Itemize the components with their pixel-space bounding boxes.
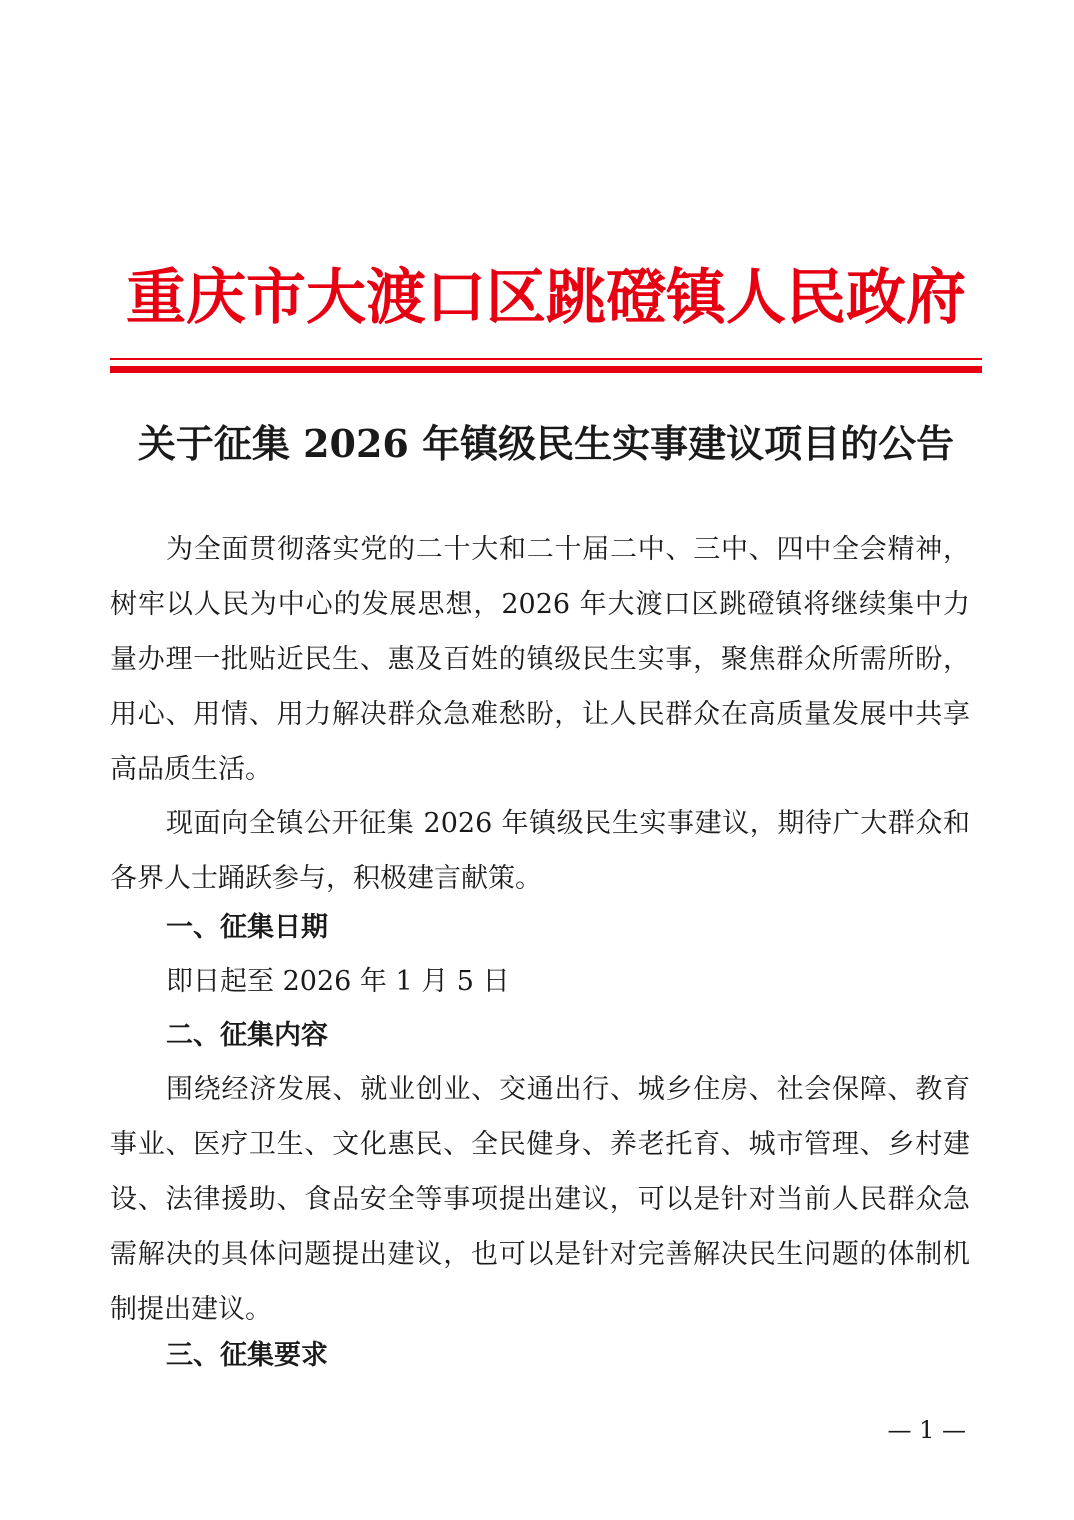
section-heading-requirements: 三、征集要求: [166, 1340, 328, 1371]
page-number: — 1 —: [887, 1416, 966, 1444]
section-text-content: 围绕经济发展、就业创业、交通出行、城乡住房、社会保障、教育事业、医疗卫生、文化惠民、全民健身、养老托育、城市管理、乡村建设、法律援助、食品安全等事项提出建议，可以是针对当前人民群众急需解决的具体问题提出建议，也可以是针对完善解决民生问题的体制机制提出建议。: [110, 1074, 970, 1325]
section-text-date: 即日起至 2026 年 1 月 5 日: [166, 966, 510, 997]
section-heading-content: 二、征集内容: [166, 1020, 328, 1051]
paragraph-intro: 为全面贯彻落实党的二十大和二十届二中、三中、四中全会精神，树牢以人民为中心的发展思想，2026 年大渡口区跳磴镇将继续集中力量办理一批贴近民生、惠及百姓的镇级民生实事，聚焦群众所需所盼，用心、用情、用力解决群众急难愁盼，让人民群众在高质量发展中共享高品质生活。: [110, 534, 970, 785]
document-title: 关于征集 2026 年镇级民生实事建议项目的公告: [137, 421, 955, 466]
section-heading-date: 一、征集日期: [166, 912, 328, 943]
paragraph-invitation: 现面向全镇公开征集 2026 年镇级民生实事建议，期待广大群众和各界人士踊跃参与，积极建言献策。: [110, 808, 970, 894]
masthead-thin-rule: [110, 358, 982, 360]
masthead-thick-rule: [110, 366, 982, 373]
masthead-title: 重庆市大渡口区跳磴镇人民政府: [126, 263, 966, 333]
